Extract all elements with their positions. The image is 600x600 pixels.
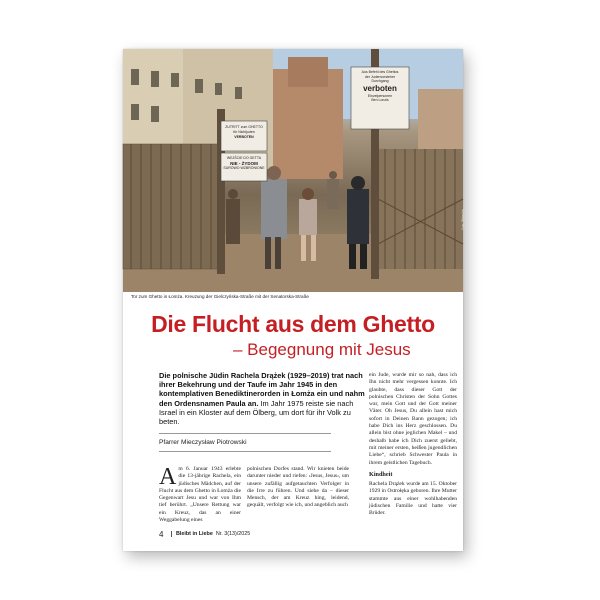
photo-credit: Foto: Bildarchiv (461, 209, 465, 230)
sign-left-bottom (223, 156, 265, 171)
sign-line: NIE - ŻYDOM (230, 161, 258, 166)
magazine-name: Bleibt in Liebe (176, 531, 213, 537)
sign-left-top (223, 125, 265, 140)
divider (159, 451, 331, 452)
ghetto-gate-photo (123, 49, 463, 292)
sign-right-top (353, 70, 407, 103)
text-column-2 (247, 466, 349, 510)
column-paragraph: Rachela Drążek wurde am 15. Oktober 1929 in Ostrołęka geboren. Ihre Mutter stammte aus einer wohlhabenden jüdischen Familie und hatte vier Brüder. (369, 481, 457, 517)
sign-line: SUROWO WZBRONIONE (223, 166, 265, 170)
text-column-1 (159, 466, 241, 524)
article-subtitle: – Begegnung mit Jesus (233, 340, 411, 359)
sign-line: für Nichtjuden (233, 130, 255, 134)
column-text: polnischen Dorfes stand. Wir knieten beide darunter nieder und riefen: ›Jesus, Jesus‹, um unsere zufällig aufgetauchten Verfolger in die Irre zu führen. Und siehe da – dieser Mensch, der am Kreuz hing, leidend, gequält, verfolgt wie ich, und angeblich auch (247, 466, 349, 509)
text-column-3 (369, 372, 457, 518)
article-lead (159, 371, 369, 426)
page-number: 4 (159, 530, 164, 539)
sign-line: Aus Befehl des Ghettos (361, 70, 399, 74)
sign-line: Ben Lonzis (371, 98, 389, 103)
photo-caption: Tor zum Ghetto in Łomża. Kreuzung der Gielczyńska-Straße mit der Senatorska-Straße (131, 294, 309, 299)
issue-number: Nr. 3(13)/2025 (215, 531, 251, 537)
footer-line (171, 531, 250, 537)
magazine-page (123, 49, 463, 551)
sign-line: der Judenvorsteher (364, 74, 396, 79)
sign-line: WEJŚCIE DO GETTA (226, 156, 262, 160)
column-paragraph: ein Jude, wurde mir so nah, dass ich Ihn nicht mehr vergessen konnte. Ich glaubte, dass dieser Gott der polnischen Christen der Sohn Gottes war, mein Gott und der Gott meiner Väter. Oh Jesus, Du allein hast mich sofort in Deinen Bann gezogen; ich habe Dich ins Herz geschlossen. Du allein bist ohne jeglichen Makel – und deshalb habe ich Dich zuerst geliebt, mit meiner ersten, heißen jugendlichen Liebe“, schrieb Schwester Paula in ihrem geistlichen Tagebuch. (369, 372, 457, 466)
sign-line: verboten (363, 83, 397, 93)
lead-bold: Die polnische Jüdin Rachela Drążek (1929–2019) trat nach ihrer Bekehrung und der Taufe im Jahr 1945 in den kontemplativen Benediktinerorden in Łomża ein und nahm den Ordensnamen Paula an. (159, 371, 365, 408)
lead-rest: Im Jahr 1975 reiste sie nach Israel in ein Kloster auf dem Ölberg, um dort für ihr Volk zu beten. (159, 398, 354, 427)
author-name: Pfarrer Mieczysław Piotrowski (159, 439, 247, 446)
sign-line: Einzelpersonen (367, 93, 393, 98)
sign-line: Durchgang (371, 79, 389, 84)
section-heading: Kindheit (369, 470, 393, 478)
drop-cap: A (159, 464, 177, 490)
sign-line: VERBOTEN (234, 135, 254, 139)
divider (159, 433, 331, 434)
article-title: Die Flucht aus dem Ghetto (151, 311, 435, 337)
column-text: m 6. Januar 1943 erlebte die 13-jährige Rachela, ein jüdisches Mädchen, auf der Flucht aus dem Ghetto in Łomża die Gegenwart Jesu und war von Ihm tief berührt. „Unsere Rettung war ein Kreuz, das an einer Weggabelung eines (159, 466, 241, 524)
sign-line: ZUTRITT zum GHETTO (225, 125, 263, 129)
